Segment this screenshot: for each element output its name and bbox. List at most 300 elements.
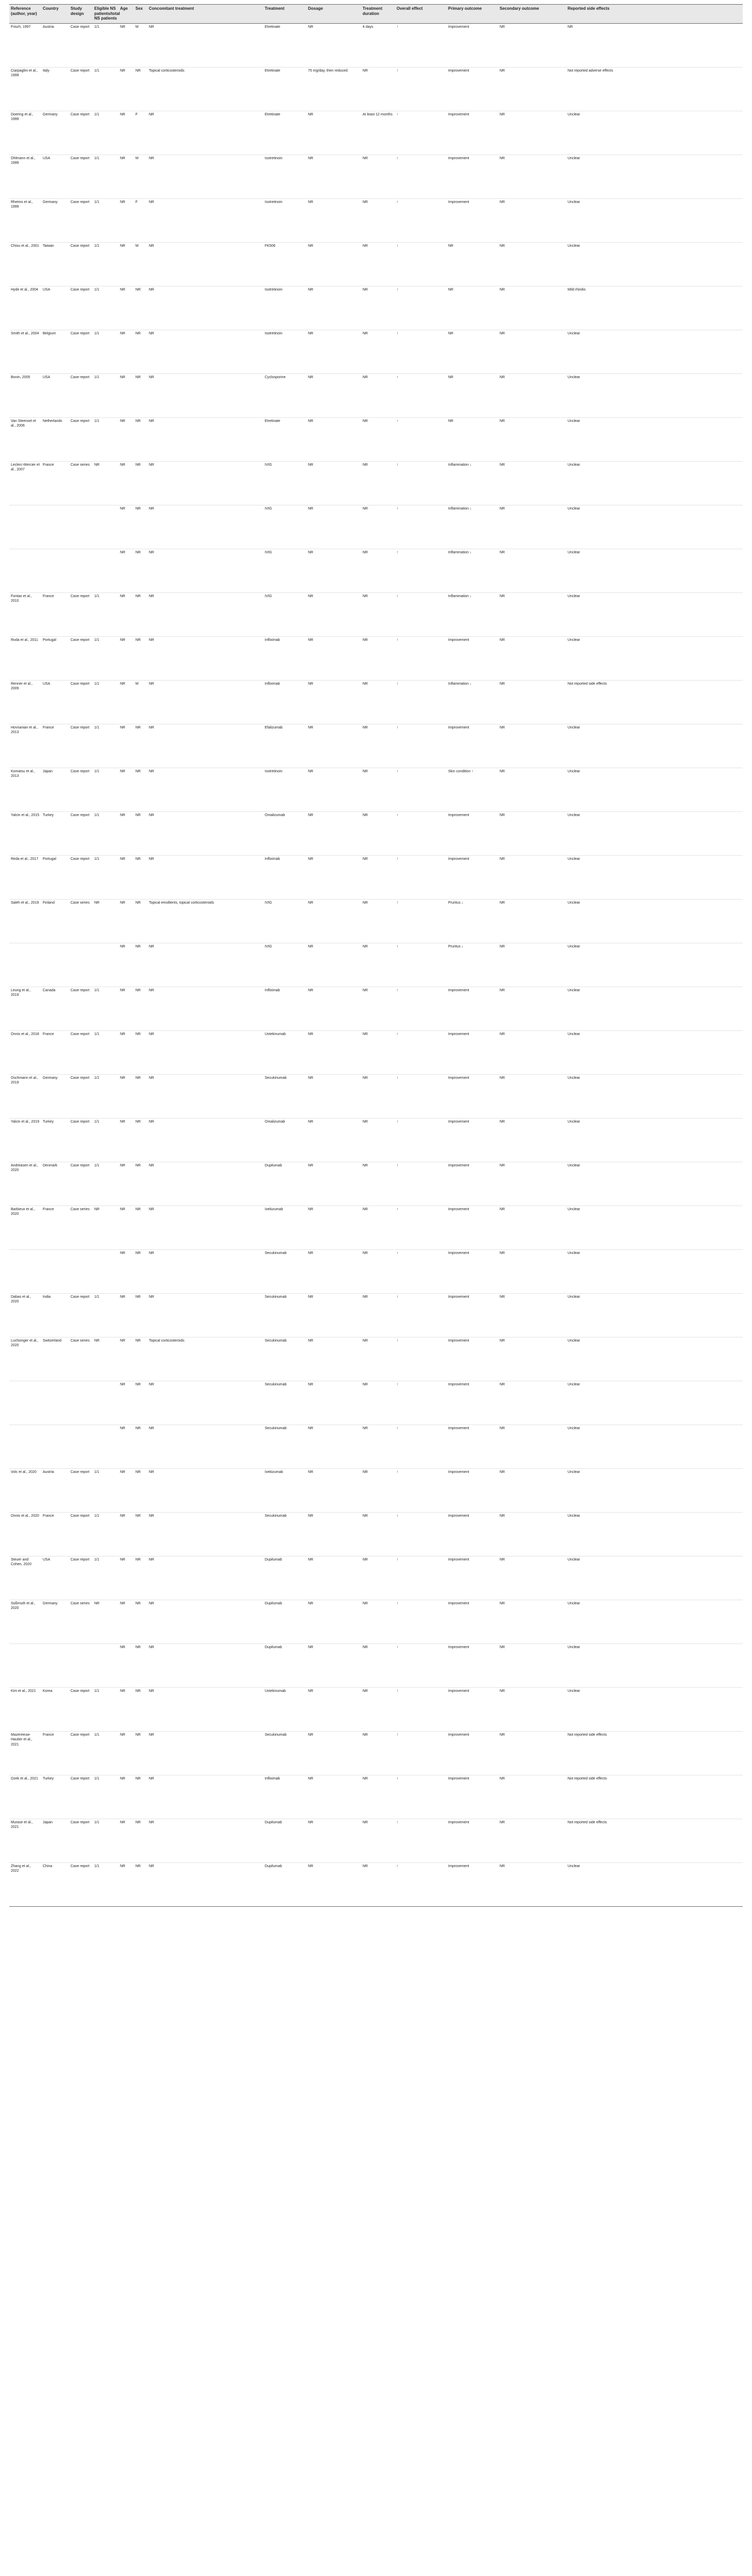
table-cell: 1/1 [93, 1512, 118, 1556]
table-cell: NR [147, 811, 263, 855]
table-cell: Improvement [447, 1731, 498, 1775]
table-cell: Case report [69, 1819, 93, 1862]
table-row [9, 680, 743, 724]
table-cell: NR [134, 768, 147, 811]
table-cell: Pruritus ↓ [447, 899, 498, 943]
table-cell: ↑ [395, 505, 447, 549]
table-cell: Dupilumab [263, 1862, 306, 1906]
table-cell: Onnis et al., 2020 [9, 1512, 41, 1556]
table-cell: Improvement [447, 811, 498, 855]
table-cell: 1/1 [93, 330, 118, 374]
table-cell: NR [361, 198, 395, 242]
table-cell: Efalizumab [263, 724, 306, 768]
table-cell: NR [498, 855, 566, 899]
table-cell: NR [134, 1206, 147, 1249]
table-cell: Finland [41, 899, 69, 943]
table-cell: France [41, 1731, 69, 1775]
table-cell: NR [498, 1775, 566, 1819]
evidence-table [9, 4, 743, 1907]
table-cell: Inflammation ↓ [447, 549, 498, 592]
table-cell: Unclear [566, 724, 743, 768]
table-cell: NR [147, 198, 263, 242]
table-cell: NR [361, 1600, 395, 1643]
table-cell: 75 mg/day, then reduced [306, 67, 361, 111]
table-cell: FK506 [263, 242, 306, 286]
table-cell: NR [498, 1600, 566, 1643]
table-cell: Improvement [447, 1512, 498, 1556]
table-cell: NR [147, 111, 263, 155]
table-cell: Unclear [566, 1381, 743, 1425]
table-cell: Infliximab [263, 636, 306, 680]
table-cell: NR [147, 242, 263, 286]
table-cell: Case report [69, 724, 93, 768]
table-cell: Secukinumab [263, 1337, 306, 1381]
table-cell: NR [498, 592, 566, 636]
table-cell: NR [498, 1249, 566, 1293]
table-cell: Unclear [566, 1425, 743, 1468]
table-cell: NR [361, 374, 395, 417]
table-cell: NR [134, 899, 147, 943]
table-cell: Volc et al., 2020 [9, 1468, 41, 1512]
table-cell: NR [361, 1381, 395, 1425]
table-cell: NR [498, 1074, 566, 1118]
table-cell: Inflammation ↓ [447, 461, 498, 505]
table-cell: Unclear [566, 198, 743, 242]
table-cell: NR [147, 1643, 263, 1687]
table-cell: NR [147, 1819, 263, 1862]
table-cell: Case report [69, 374, 93, 417]
table-cell: Unclear [566, 1030, 743, 1074]
table-cell: M [134, 23, 147, 67]
table-cell: Not reported side effects [566, 1731, 743, 1775]
table-cell: NR [118, 111, 134, 155]
table-cell: NR [118, 1687, 134, 1731]
table-cell: NR [361, 636, 395, 680]
table-cell: NR [498, 461, 566, 505]
table-cell: NR [118, 286, 134, 330]
table-cell: NR [118, 680, 134, 724]
table-cell: NR [147, 374, 263, 417]
table-cell: Unclear [566, 1337, 743, 1381]
table-cell: At least 12 months [361, 111, 395, 155]
table-row [9, 811, 743, 855]
table-cell: NR [306, 943, 361, 987]
table-cell: Renner et al., 2009 [9, 680, 41, 724]
table-cell: Yalcin et al., 2019 [9, 1118, 41, 1162]
table-cell: NR [498, 987, 566, 1030]
table-cell: NR [147, 1862, 263, 1906]
table-cell: NR [498, 1512, 566, 1556]
column-header: Age [118, 5, 134, 24]
table-cell: 1/1 [93, 155, 118, 198]
table-cell: ↑ [395, 1030, 447, 1074]
table-cell: M [134, 680, 147, 724]
table-cell: NR [134, 1249, 147, 1293]
table-cell: IVIG [263, 549, 306, 592]
table-cell: Smith et al., 2004 [9, 330, 41, 374]
table-cell: NR [306, 1643, 361, 1687]
table-cell: 1/1 [93, 286, 118, 330]
table-cell: Pruritus ↓ [447, 943, 498, 987]
table-row [9, 855, 743, 899]
table-cell: NR [498, 1293, 566, 1337]
table-cell: NR [498, 1337, 566, 1381]
table-cell: Hyde et al., 2004 [9, 286, 41, 330]
table-cell: Dupilumab [263, 1600, 306, 1643]
table-cell: Germany [41, 1074, 69, 1118]
table-cell: NR [306, 680, 361, 724]
table-cell: ↑ [395, 636, 447, 680]
table-cell: NR [361, 1512, 395, 1556]
table-cell: NR [498, 23, 566, 67]
table-cell: 1/1 [93, 636, 118, 680]
table-cell: NR [498, 1381, 566, 1425]
table-cell: Improvement [447, 1074, 498, 1118]
table-cell: France [41, 1512, 69, 1556]
table-cell: NR [134, 417, 147, 461]
table-cell [69, 549, 93, 592]
table-cell: ↑ [395, 1074, 447, 1118]
table-cell: Case report [69, 855, 93, 899]
table-cell: NR [306, 1030, 361, 1074]
table-cell: NR [306, 1862, 361, 1906]
table-cell: NR [498, 111, 566, 155]
table-cell: NR [306, 855, 361, 899]
table-cell: NR [118, 198, 134, 242]
table-cell [93, 549, 118, 592]
table-cell: NR [134, 1381, 147, 1425]
table-cell [9, 1381, 41, 1425]
table-cell: NR [118, 1381, 134, 1425]
table-cell: NR [147, 549, 263, 592]
table-cell: NR [361, 330, 395, 374]
table-cell: NR [134, 1687, 147, 1731]
table-cell: NR [498, 505, 566, 549]
table-cell: NR [498, 242, 566, 286]
table-cell [69, 1643, 93, 1687]
table-cell: Unclear [566, 1643, 743, 1687]
table-cell: Turkey [41, 1775, 69, 1819]
table-row [9, 23, 743, 67]
table-cell: ↑ [395, 1206, 447, 1249]
table-cell: Case series [69, 1600, 93, 1643]
table-cell: Improvement [447, 1468, 498, 1512]
table-row [9, 286, 743, 330]
table-cell: Oschmann et al., 2019 [9, 1074, 41, 1118]
table-cell: Süßmuth et al., 2020 [9, 1600, 41, 1643]
table-cell: NR [361, 1687, 395, 1731]
table-row [9, 67, 743, 111]
table-cell: Steuer and Cohen, 2020 [9, 1556, 41, 1600]
table-cell: IVIG [263, 592, 306, 636]
table-cell: Topical emollients, topical corticosteroids [147, 899, 263, 943]
table-cell: Omalizumab [263, 1118, 306, 1162]
table-cell: NR [134, 1468, 147, 1512]
table-cell: Germany [41, 1600, 69, 1643]
table-cell: NR [361, 286, 395, 330]
table-cell: Dupilumab [263, 1162, 306, 1206]
table-cell: Improvement [447, 1381, 498, 1425]
table-cell: NR [361, 1731, 395, 1775]
table-cell: ↑ [395, 855, 447, 899]
table-cell: NR [147, 1074, 263, 1118]
table-cell: 1/1 [93, 768, 118, 811]
table-cell: NR [118, 1425, 134, 1468]
table-cell: Austria [41, 1468, 69, 1512]
table-cell: Onnis et al., 2018 [9, 1030, 41, 1074]
table-cell: 1/1 [93, 1731, 118, 1775]
table-cell: Unclear [566, 111, 743, 155]
table-cell: NR [118, 636, 134, 680]
table-cell: NR [147, 1118, 263, 1162]
table-cell: NR [306, 198, 361, 242]
table-cell: NR [147, 636, 263, 680]
table-cell: Bonin, 2005 [9, 374, 41, 417]
table-cell: Case report [69, 198, 93, 242]
table-cell: Ixekizumab [263, 1468, 306, 1512]
table-cell: Hovnanian et al., 2013 [9, 724, 41, 768]
table-cell: Case report [69, 155, 93, 198]
table-cell: Turkey [41, 1118, 69, 1162]
table-cell: Isotretinoin [263, 286, 306, 330]
table-cell: ↑ [395, 1731, 447, 1775]
table-row [9, 1293, 743, 1337]
table-cell: Fontao et al., 2010 [9, 592, 41, 636]
table-cell: NR [147, 987, 263, 1030]
table-cell: Case series [69, 1337, 93, 1381]
table-cell: NR [147, 1731, 263, 1775]
table-cell: NR [306, 1775, 361, 1819]
table-cell: Case report [69, 1074, 93, 1118]
table-cell: Unclear [566, 1162, 743, 1206]
table-cell: Unclear [566, 1206, 743, 1249]
table-cell: Case report [69, 636, 93, 680]
table-cell: NR [306, 1556, 361, 1600]
table-cell: France [41, 1206, 69, 1249]
table-cell: 1/1 [93, 242, 118, 286]
table-cell: NR [134, 636, 147, 680]
table-cell: NR [134, 374, 147, 417]
table-cell: ↑ [395, 1643, 447, 1687]
table-cell: NR [147, 1512, 263, 1556]
table-cell: Case report [69, 1687, 93, 1731]
table-cell: NR [306, 1118, 361, 1162]
table-cell [93, 1643, 118, 1687]
table-cell: NR [361, 1862, 395, 1906]
table-cell: NR [134, 1074, 147, 1118]
table-cell: NR [361, 592, 395, 636]
table-row [9, 155, 743, 198]
table-cell: Improvement [447, 23, 498, 67]
table-cell: NR [118, 505, 134, 549]
table-cell: Unclear [566, 899, 743, 943]
table-cell: NR [361, 1819, 395, 1862]
table-cell: ↑ [395, 417, 447, 461]
table-cell: Infliximab [263, 1775, 306, 1819]
table-cell: ↑ [395, 549, 447, 592]
table-cell: NR [306, 724, 361, 768]
table-cell: NR [147, 155, 263, 198]
table-cell: Case report [69, 330, 93, 374]
table-cell: NR [361, 461, 395, 505]
table-cell: NR [498, 1556, 566, 1600]
table-cell: 1/1 [93, 198, 118, 242]
table-cell: USA [41, 155, 69, 198]
table-cell: Unclear [566, 1687, 743, 1731]
table-cell: M [134, 242, 147, 286]
table-cell: Case report [69, 242, 93, 286]
table-cell: Roda et al., 2011 [9, 636, 41, 680]
column-header: Secondary outcome [498, 5, 566, 24]
table-cell: Unclear [566, 1512, 743, 1556]
table-row [9, 549, 743, 592]
table-cell: Kim et al., 2021 [9, 1687, 41, 1731]
table-cell: NR [498, 768, 566, 811]
table-cell: NR [498, 198, 566, 242]
table-cell: Luchsinger et al., 2020 [9, 1337, 41, 1381]
table-cell [41, 943, 69, 987]
table-cell: IVIG [263, 461, 306, 505]
table-row [9, 1249, 743, 1293]
table-cell: NR [361, 1162, 395, 1206]
table-cell [41, 549, 69, 592]
table-cell [9, 1643, 41, 1687]
table-cell: NR [118, 242, 134, 286]
table-cell: NR [147, 1030, 263, 1074]
table-cell: 1/1 [93, 1468, 118, 1512]
table-cell: Secukinumab [263, 1512, 306, 1556]
table-cell: ↑ [395, 286, 447, 330]
table-cell: NR [118, 987, 134, 1030]
table-cell: ↑ [395, 1468, 447, 1512]
table-row [9, 1206, 743, 1249]
table-cell: NR [361, 1468, 395, 1512]
table-cell: NR [306, 461, 361, 505]
table-cell: ↑ [395, 111, 447, 155]
table-cell: Unclear [566, 374, 743, 417]
table-cell: IVIG [263, 899, 306, 943]
table-cell: NR [306, 1512, 361, 1556]
table-row [9, 417, 743, 461]
table-cell: NR [147, 1162, 263, 1206]
table-cell: ↑ [395, 592, 447, 636]
table-cell: 1/1 [93, 811, 118, 855]
table-cell: NR [118, 1118, 134, 1162]
table-row [9, 374, 743, 417]
table-cell: Unclear [566, 768, 743, 811]
table-cell: NR [147, 23, 263, 67]
table-row [9, 1556, 743, 1600]
table-cell: NR [118, 1600, 134, 1643]
table-cell: 1/1 [93, 1556, 118, 1600]
table-cell: NR [134, 1425, 147, 1468]
table-cell: 1/1 [93, 592, 118, 636]
table-cell: NR [306, 636, 361, 680]
table-cell: Unclear [566, 1556, 743, 1600]
column-header: Study design [69, 5, 93, 24]
table-cell: NR [306, 592, 361, 636]
table-row [9, 1162, 743, 1206]
table-cell: NR [306, 987, 361, 1030]
table-cell: NR [306, 1337, 361, 1381]
table-cell: Improvement [447, 1030, 498, 1074]
table-cell: Improvement [447, 155, 498, 198]
table-cell: Infliximab [263, 680, 306, 724]
table-cell: NR [134, 67, 147, 111]
table-cell: NR [147, 417, 263, 461]
table-cell: Case report [69, 1118, 93, 1162]
table-cell: NR [361, 505, 395, 549]
table-cell: ↑ [395, 1381, 447, 1425]
table-cell: NR [447, 330, 498, 374]
column-header: Primary outcome [447, 5, 498, 24]
table-cell: NR [361, 899, 395, 943]
table-cell: Improvement [447, 636, 498, 680]
table-cell [93, 505, 118, 549]
table-cell: Case report [69, 286, 93, 330]
table-cell [9, 943, 41, 987]
table-row [9, 1030, 743, 1074]
table-cell: ↑ [395, 1819, 447, 1862]
table-cell: NR [147, 768, 263, 811]
table-row [9, 1819, 743, 1862]
table-cell: NR [361, 811, 395, 855]
table-cell: ↑ [395, 23, 447, 67]
table-cell: NR [134, 1775, 147, 1819]
table-cell: NR [134, 1731, 147, 1775]
table-cell: NR [118, 1030, 134, 1074]
table-cell: Unclear [566, 1118, 743, 1162]
table-cell: NR [306, 899, 361, 943]
table-row [9, 1118, 743, 1162]
table-cell: Canada [41, 987, 69, 1030]
table-cell: NR [306, 286, 361, 330]
column-header: Overall effect [395, 5, 447, 24]
table-cell: NR [118, 1556, 134, 1600]
table-cell: Case report [69, 1862, 93, 1906]
table-cell: ↑ [395, 67, 447, 111]
table-cell: NR [498, 1643, 566, 1687]
table-cell: NR [361, 680, 395, 724]
table-cell: NR [361, 724, 395, 768]
table-cell: NR [93, 1600, 118, 1643]
table-cell: NR [118, 811, 134, 855]
table-cell: 1/1 [93, 1030, 118, 1074]
table-row [9, 1425, 743, 1468]
table-cell: Mild rhinitis [566, 286, 743, 330]
table-cell: NR [306, 1162, 361, 1206]
table-cell: NR [306, 1381, 361, 1425]
table-cell: NR [147, 1775, 263, 1819]
table-cell [93, 1381, 118, 1425]
table-cell: Etretinate [263, 23, 306, 67]
table-row [9, 1687, 743, 1731]
table-cell: NR [118, 549, 134, 592]
table-cell: NR [134, 724, 147, 768]
table-cell: NR [498, 1118, 566, 1162]
table-cell: ↑ [395, 330, 447, 374]
table-cell: NR [147, 592, 263, 636]
table-cell: NR [361, 1249, 395, 1293]
table-cell: NR [361, 1293, 395, 1337]
table-cell: Case report [69, 1030, 93, 1074]
evidence-table-wrap [9, 4, 743, 1907]
table-cell: Belgium [41, 330, 69, 374]
table-cell: Unclear [566, 943, 743, 987]
table-cell: ↑ [395, 1293, 447, 1337]
table-cell [41, 1643, 69, 1687]
table-cell: M [134, 155, 147, 198]
